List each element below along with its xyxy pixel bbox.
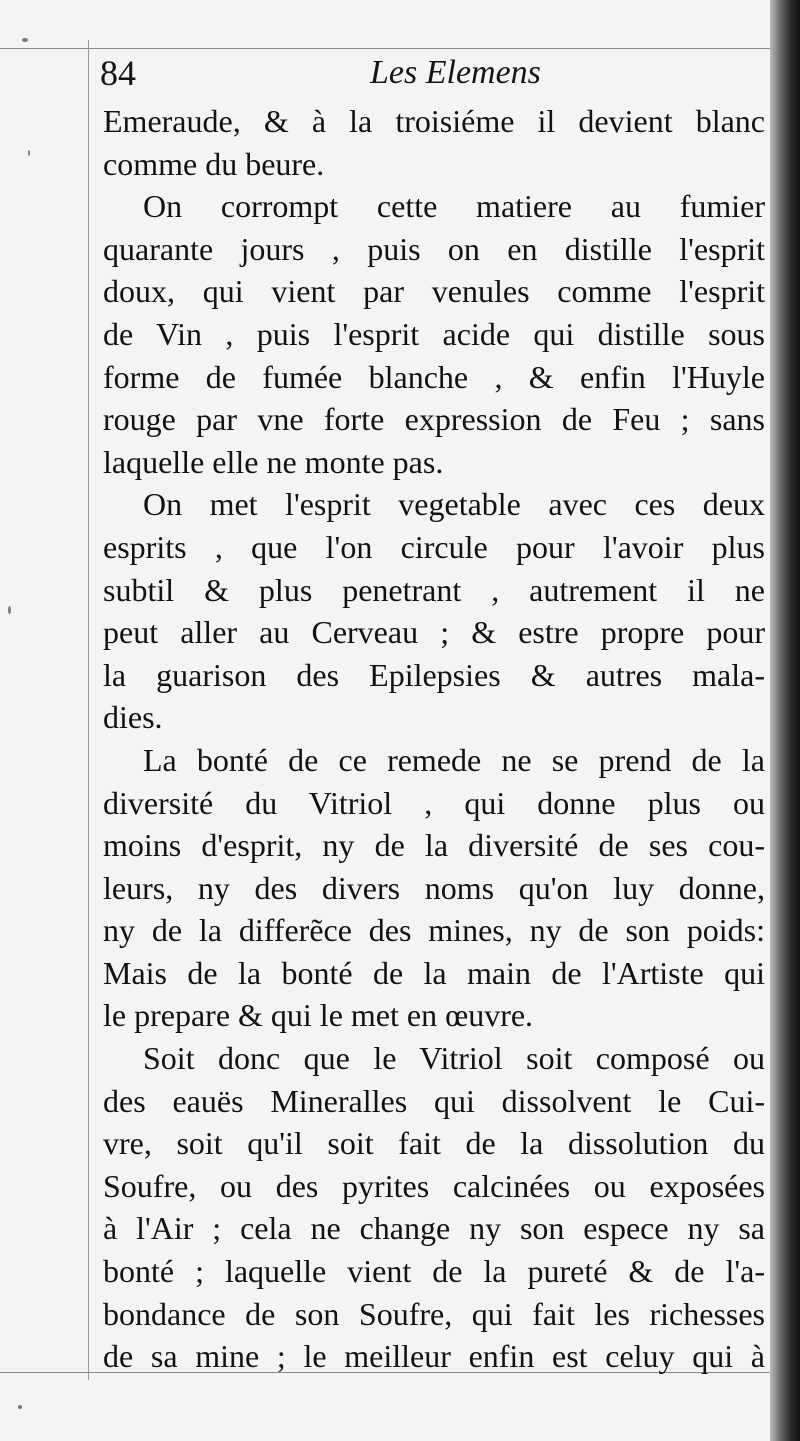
text-line: des eauës Mineralles qui dissolvent le Cui- [103,1082,765,1119]
text-line: ny de la differẽce des mines, ny de son poids: [103,912,765,949]
text-line: Emeraude, & à la troisiéme il devient blanc [103,103,765,139]
ink-speck [8,606,11,614]
ink-speck [18,1405,22,1409]
text-line: quarante jours , puis on en distille l'esprit [103,230,765,267]
text-line: diversité du Vitriol , qui donne plus ou [103,784,765,821]
page-header [100,52,760,102]
text-line: subtil & plus penetrant , autrement il ne [103,571,765,608]
text-line: la guarison des Epilepsies & autres mala- [103,656,765,693]
text-line: à l'Air ; cela ne change ny son espece ny sa [103,1210,765,1247]
ink-speck [22,38,28,42]
text-line: bondance de son Soufre, qui fait les richesses [103,1295,765,1332]
left-margin-rule [88,40,89,1380]
text-line: doux, qui vient par venules comme l'esprit [103,273,765,310]
page-spine-shadow [770,0,800,1441]
text-line: le prepare & qui le met en œuvre. [103,997,534,1034]
text-line: rouge par vne forte expression de Feu ; sans [103,401,765,438]
text-line: leurs, ny des divers noms qu'on luy donne, [103,869,765,906]
text-line: bonté ; laquelle vient de la pureté & de l'a- [103,1253,765,1290]
text-line: Soufre, ou des pyrites calcinées ou exposées [103,1167,765,1204]
page-number: 84 [100,53,136,93]
top-rule [0,48,770,49]
text-line: On corrompt cette matiere au fumier [143,188,765,225]
text-line: de sa mine ; le meilleur enfin est celuy qui à [103,1338,765,1375]
text-line: moins d'esprit, ny de la diversité de ses cou- [103,827,765,864]
text-line: comme du beure. [103,145,325,182]
running-head: Les Elemens [370,54,541,91]
ink-speck [28,150,30,156]
text-line: de Vin , puis l'esprit acide qui distille sous [103,315,765,352]
text-line: La bonté de ce remede ne se prend de la [143,741,765,778]
text-line: Mais de la bonté de la main de l'Artiste qui [103,954,765,991]
text-line: On met l'esprit vegetable avec ces deux [143,486,765,523]
text-line: forme de fumée blanche , & enfin l'Huyle [103,358,765,395]
text-line: vre, soit qu'il soit fait de la dissolution du [103,1125,765,1162]
text-line: Soit donc que le Vitriol soit composé ou [143,1040,765,1077]
text-line: esprits , que l'on circule pour l'avoir plus [103,528,765,565]
text-line: peut aller au Cerveau ; & estre propre pour [103,614,765,651]
text-line: dies. [103,699,163,736]
text-line: laquelle elle ne monte pas. [103,443,444,480]
body-text [103,100,765,1378]
